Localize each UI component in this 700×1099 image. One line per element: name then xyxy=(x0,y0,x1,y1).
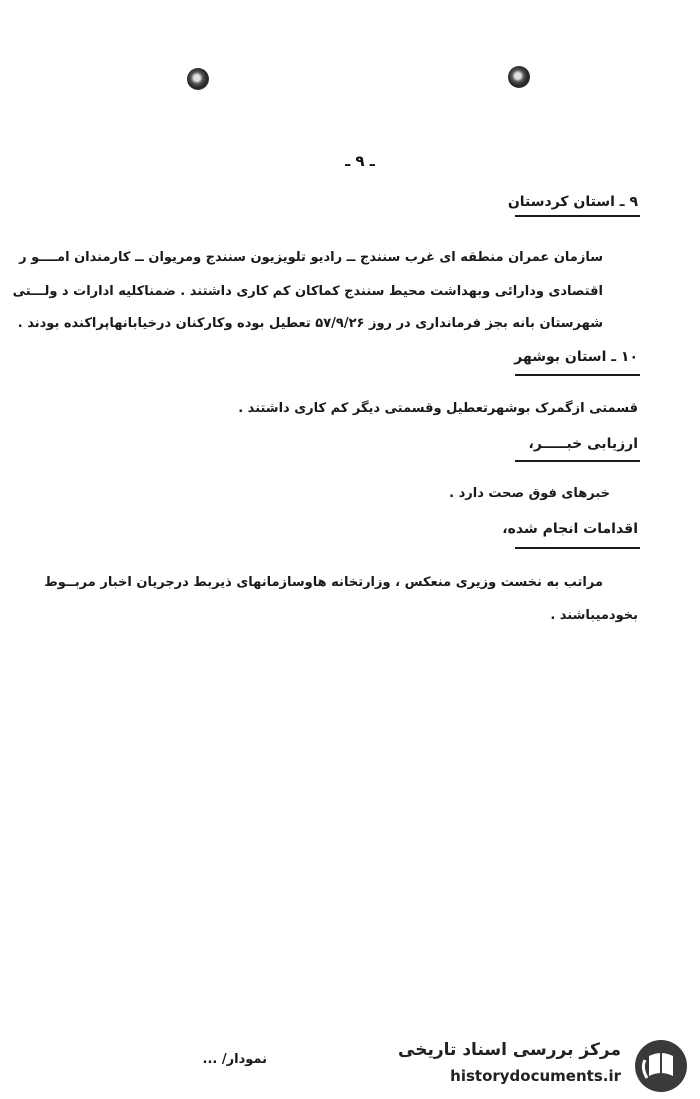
body-line: بخودمیباشند . xyxy=(550,608,638,623)
archive-watermark xyxy=(398,1036,693,1096)
heading-underline xyxy=(515,547,640,549)
assessment-text: خبرهای فوق صحت دارد . xyxy=(449,486,610,501)
heading-underline xyxy=(515,374,640,376)
actions-heading: اقدامات انجام شده، xyxy=(502,521,638,537)
section-heading-kurdistan: ۹ ـ استان کردستان xyxy=(507,194,638,210)
body-line: اقتصادی ودارائی وبهداشت محیط سنندج کماکان کم کاری داشتند . ضمناکلیه ادارات د ولـــتی xyxy=(12,284,603,299)
body-line: قسمتی ازگمرک بوشهرتعطیل وقسمتی دیگر کم کاری داشتند . xyxy=(238,401,638,416)
watermark-title: مرکز بررسی اسناد تاریخی xyxy=(398,1040,621,1060)
watermark-url: historydocuments.ir xyxy=(450,1067,621,1085)
sample-footer: نمودار/ ... xyxy=(202,1052,267,1067)
section-heading-bushehr: ۱۰ ـ استان بوشهر xyxy=(514,349,638,365)
body-line: شهرستان بانه بجز فرمانداری در روز ۵۷/۹/۲۶ تعطیل بوده وکارکنان درخیابانهاپراکنده بودند . xyxy=(17,316,603,331)
archive-logo-icon xyxy=(633,1038,689,1094)
punch-hole-right xyxy=(508,66,530,88)
heading-underline xyxy=(515,460,640,462)
assessment-heading: ارزیابی خبـــــر، xyxy=(528,436,638,452)
heading-underline xyxy=(515,215,640,217)
body-line: سازمان عمران منطقه ای غرب سنندج ــ رادیو تلویزیون سنندج ومریوان ــ کارمندان امــــو ر xyxy=(19,250,603,265)
body-line: مراتب به نخست وزیری منعکس ، وزارتخانه هاوسازمانهای ذیربط درجریان اخبار مربــوط xyxy=(44,575,603,590)
punch-hole-left xyxy=(187,68,209,90)
page-number: ـ ۹ ـ xyxy=(345,152,375,170)
